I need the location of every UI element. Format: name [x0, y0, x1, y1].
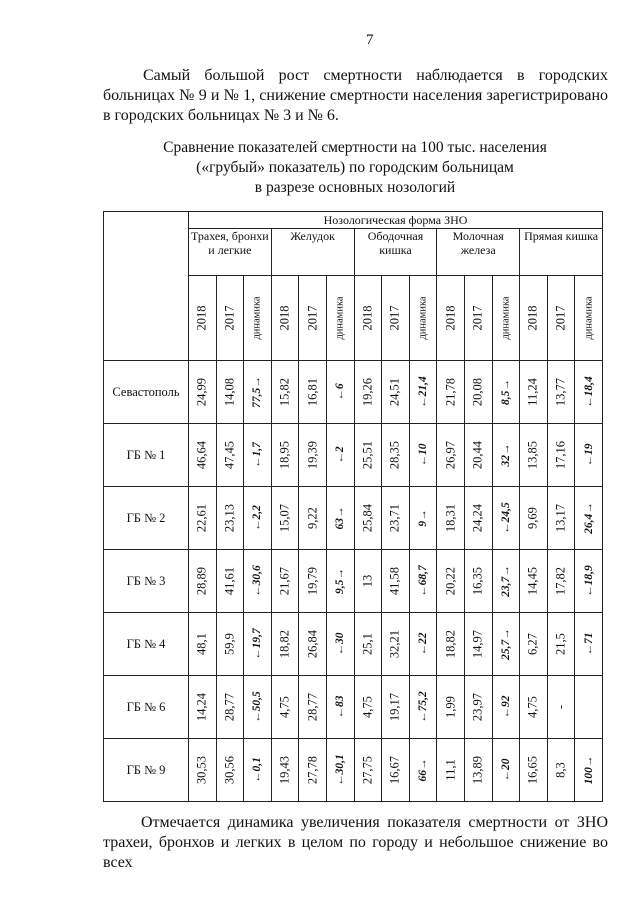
dynamics-header	[244, 276, 272, 361]
cell-value: 11,24	[525, 378, 540, 406]
year-header	[437, 276, 465, 361]
dynamics-header	[326, 276, 354, 361]
cell-value: 16,65	[525, 755, 540, 785]
dynamics-cell	[409, 361, 437, 424]
value-cell	[189, 550, 217, 613]
cell-value: 16,81	[305, 377, 320, 407]
cell-value: ←30	[334, 632, 347, 656]
cell-value: 19,79	[305, 566, 320, 596]
table-row	[104, 424, 603, 487]
dynamics-cell	[326, 739, 354, 802]
dynamics-cell	[326, 424, 354, 487]
cell-value: 9,22	[305, 507, 320, 529]
subheader-label: 2018	[443, 305, 458, 331]
cell-value: ←0,1	[251, 757, 264, 783]
cell-value: 16,35	[470, 566, 485, 596]
dynamics-cell	[409, 550, 437, 613]
value-cell	[189, 739, 217, 802]
cell-value: ←30,1	[334, 754, 347, 786]
value-cell	[382, 550, 410, 613]
cell-value: 30,56	[222, 755, 237, 785]
cell-value: 23,7→	[499, 565, 512, 597]
cell-value: 18,31	[443, 503, 458, 533]
cell-value: 11,1	[443, 759, 458, 781]
cell-value: 47,45	[222, 440, 237, 470]
cell-value: 9,5→	[334, 568, 347, 594]
value-cell	[520, 424, 548, 487]
cell-value: ←18,9	[582, 565, 595, 597]
value-cell	[547, 487, 575, 550]
table-row	[104, 361, 603, 424]
cell-value: 22,61	[194, 503, 209, 533]
cell-value: 15,82	[277, 377, 292, 407]
cell-value: 41,61	[222, 566, 237, 596]
cell-value: ←71	[582, 632, 595, 656]
value-cell	[271, 361, 299, 424]
cell-value: 25,7→	[499, 628, 512, 660]
row-label: Севастополь	[104, 361, 189, 424]
cell-value: 48,1	[194, 633, 209, 655]
cell-value: ←2,2	[251, 505, 264, 531]
cell-value: 46,64	[194, 440, 209, 470]
cell-value: ←83	[334, 695, 347, 719]
table-title-line: («грубый» показатель) по городским больницам	[196, 159, 514, 176]
cell-value: 26,97	[443, 440, 458, 470]
value-cell	[382, 424, 410, 487]
dynamics-cell	[575, 361, 603, 424]
outro-text: Отмечается динамика увеличения показателя смертности от ЗНО трахеи, бронхов и легких в целом по городу и небольшое снижение во всех	[103, 814, 608, 871]
cell-value: 20,08	[470, 377, 485, 407]
group-header: Прямая кишка	[520, 229, 603, 276]
dynamics-cell	[244, 739, 272, 802]
cell-value: 24,99	[194, 377, 209, 407]
value-cell	[437, 739, 465, 802]
value-cell	[189, 424, 217, 487]
dynamics-cell	[409, 739, 437, 802]
cell-value: 100→	[582, 755, 595, 785]
value-cell	[464, 361, 492, 424]
cell-value: 14,97	[470, 629, 485, 659]
value-cell	[437, 487, 465, 550]
dynamics-cell	[575, 676, 603, 739]
year-header	[271, 276, 299, 361]
subheader-label: 2017	[470, 305, 485, 331]
value-cell	[437, 361, 465, 424]
table-title-line: Сравнение показателей смертности на 100 тыс. населения	[163, 139, 547, 156]
value-cell	[464, 613, 492, 676]
subheader-label: динамика	[334, 296, 346, 340]
value-cell	[216, 613, 244, 676]
cell-value: 21,5	[553, 633, 568, 655]
page-number: 7	[366, 32, 374, 48]
table-title	[100, 138, 610, 198]
year-header	[354, 276, 382, 361]
dynamics-cell	[326, 676, 354, 739]
cell-value: 4,75	[360, 696, 375, 718]
cell-value: 13,77	[553, 377, 568, 407]
cell-value: 14,08	[222, 377, 237, 407]
cell-value: 24,51	[387, 377, 402, 407]
cell-value: ←21,4	[417, 376, 430, 408]
value-cell	[189, 613, 217, 676]
value-cell	[520, 739, 548, 802]
cell-value: 77,5→	[251, 376, 264, 408]
cell-value: 27,75	[360, 755, 375, 785]
value-cell	[354, 361, 382, 424]
year-header	[382, 276, 410, 361]
value-cell	[271, 613, 299, 676]
dynamics-cell	[326, 361, 354, 424]
value-cell	[464, 424, 492, 487]
value-cell	[437, 613, 465, 676]
dynamics-cell	[575, 424, 603, 487]
group-header: Желудок	[271, 229, 354, 276]
value-cell	[354, 739, 382, 802]
value-cell	[547, 739, 575, 802]
cell-value: 13,89	[470, 755, 485, 785]
subheader-label: 2018	[277, 305, 292, 331]
year-header	[520, 276, 548, 361]
cell-value: 14,24	[194, 692, 209, 722]
cell-value: 19,39	[305, 440, 320, 470]
row-header-corner	[104, 212, 189, 361]
cell-value: 21,78	[443, 377, 458, 407]
value-cell	[271, 424, 299, 487]
value-cell	[271, 676, 299, 739]
value-cell	[547, 613, 575, 676]
value-cell	[437, 550, 465, 613]
row-label: ГБ № 4	[104, 613, 189, 676]
cell-value: 32→	[499, 443, 512, 467]
value-cell	[520, 487, 548, 550]
subheader-label: динамика	[583, 296, 595, 340]
table-row	[104, 676, 603, 739]
value-cell	[382, 613, 410, 676]
dynamics-cell	[409, 487, 437, 550]
value-cell	[271, 487, 299, 550]
value-cell	[520, 613, 548, 676]
cell-value: ←20	[499, 758, 512, 782]
dynamics-cell	[244, 550, 272, 613]
subheader-label: 2017	[553, 305, 568, 331]
cell-value: ←75,2	[417, 691, 430, 723]
value-cell	[271, 550, 299, 613]
value-cell	[547, 676, 575, 739]
cell-value: 4,75	[277, 696, 292, 718]
cell-value: 19,26	[360, 377, 375, 407]
dynamics-header	[492, 276, 520, 361]
dynamics-cell	[326, 613, 354, 676]
cell-value: 26,4→	[582, 502, 595, 534]
cell-value: ←68,7	[417, 565, 430, 597]
cell-value: ←50,5	[251, 691, 264, 723]
subheader-label: динамика	[417, 296, 429, 340]
value-cell	[520, 676, 548, 739]
value-cell	[189, 676, 217, 739]
table-row	[104, 739, 603, 802]
cell-value: 28,35	[387, 440, 402, 470]
cell-value: ←22	[417, 632, 430, 656]
subheader-label: 2018	[194, 305, 209, 331]
cell-value: 8,3	[553, 762, 568, 778]
value-cell	[354, 487, 382, 550]
cell-value: ←1,7	[251, 442, 264, 468]
cell-value: 19,17	[387, 692, 402, 722]
cell-value: 15,07	[277, 503, 292, 533]
value-cell	[382, 487, 410, 550]
cell-value: 19,43	[277, 755, 292, 785]
dynamics-cell	[575, 739, 603, 802]
intro-paragraph	[103, 66, 608, 126]
row-label: ГБ № 6	[104, 676, 189, 739]
value-cell	[216, 739, 244, 802]
subheader-label: 2018	[525, 305, 540, 331]
cell-value: 9,69	[525, 507, 540, 529]
table-title-line: в разрезе основных нозологий	[254, 179, 456, 196]
dynamics-cell	[326, 487, 354, 550]
value-cell	[216, 487, 244, 550]
cell-value: 41,58	[387, 566, 402, 596]
value-cell	[299, 487, 327, 550]
dynamics-cell	[244, 487, 272, 550]
value-cell	[271, 739, 299, 802]
year-header	[216, 276, 244, 361]
cell-value: 28,89	[194, 566, 209, 596]
cell-value: 32,21	[387, 629, 402, 659]
dynamics-cell	[492, 550, 520, 613]
cell-value: 25,51	[360, 440, 375, 470]
cell-value: 13,17	[553, 503, 568, 533]
cell-value: 21,67	[277, 566, 292, 596]
subheader-label: динамика	[251, 296, 263, 340]
cell-value: ←2	[334, 446, 347, 464]
value-cell	[299, 739, 327, 802]
year-header	[189, 276, 217, 361]
value-cell	[547, 361, 575, 424]
subheader-label: 2018	[360, 305, 375, 331]
dynamics-cell	[575, 613, 603, 676]
year-header	[464, 276, 492, 361]
cell-value: 13,85	[525, 440, 540, 470]
value-cell	[382, 361, 410, 424]
value-cell	[354, 613, 382, 676]
cell-value: 18,95	[277, 440, 292, 470]
cell-value: 20,22	[443, 566, 458, 596]
row-label: ГБ № 2	[104, 487, 189, 550]
year-header	[547, 276, 575, 361]
value-cell	[299, 676, 327, 739]
value-cell	[354, 550, 382, 613]
cell-value: 25,1	[360, 633, 375, 655]
value-cell	[382, 676, 410, 739]
value-cell	[354, 676, 382, 739]
year-header	[299, 276, 327, 361]
cell-value: ←19,7	[251, 628, 264, 660]
row-label: ГБ № 1	[104, 424, 189, 487]
cell-value: 18,82	[443, 629, 458, 659]
dynamics-header	[409, 276, 437, 361]
dynamics-cell	[492, 676, 520, 739]
value-cell	[464, 739, 492, 802]
cell-value: 30,53	[194, 755, 209, 785]
dynamics-cell	[244, 361, 272, 424]
dynamics-cell	[244, 613, 272, 676]
value-cell	[354, 424, 382, 487]
cell-value: 59,9	[222, 633, 237, 655]
value-cell	[547, 550, 575, 613]
dynamics-cell	[492, 424, 520, 487]
cell-value: 28,77	[305, 692, 320, 722]
cell-value: 24,24	[470, 503, 485, 533]
value-cell	[216, 361, 244, 424]
cell-value: 18,82	[277, 629, 292, 659]
table-row	[104, 613, 603, 676]
cell-value: 16,67	[387, 755, 402, 785]
dynamics-cell	[492, 487, 520, 550]
cell-value: 26,84	[305, 629, 320, 659]
cell-value: 66→	[417, 758, 430, 782]
dynamics-cell	[409, 676, 437, 739]
cell-value: 23,97	[470, 692, 485, 722]
cell-value: 6,27	[525, 633, 540, 655]
dynamics-cell	[244, 676, 272, 739]
value-cell	[189, 487, 217, 550]
dynamics-header	[575, 276, 603, 361]
table-row	[104, 487, 603, 550]
value-cell	[464, 550, 492, 613]
dynamics-cell	[409, 424, 437, 487]
cell-value: 1,99	[443, 696, 458, 718]
table-row	[104, 550, 603, 613]
group-header: Молочная железа	[437, 229, 520, 276]
cell-value: -	[553, 704, 568, 710]
value-cell	[520, 550, 548, 613]
value-cell	[382, 739, 410, 802]
cell-value: ←92	[499, 695, 512, 719]
intro-text: Самый большой рост смертности наблюдается в городских больницах № 9 и № 1, снижение смертности населения зарегистрировано в городских больницах № 3 и № 6.	[103, 67, 608, 124]
dynamics-cell	[409, 613, 437, 676]
cell-value: 14,45	[525, 566, 540, 596]
group-header: Трахея, бронхи и легкие	[189, 229, 272, 276]
value-cell	[299, 613, 327, 676]
value-cell	[464, 487, 492, 550]
value-cell	[189, 361, 217, 424]
value-cell	[299, 550, 327, 613]
group-header: Ободочная кишка	[354, 229, 437, 276]
cell-value: 23,13	[222, 503, 237, 533]
subheader-label: 2017	[222, 305, 237, 331]
value-cell	[216, 550, 244, 613]
cell-value: 13	[360, 574, 375, 588]
dynamics-cell	[326, 550, 354, 613]
dynamics-cell	[492, 361, 520, 424]
cell-value: 9→	[417, 509, 430, 527]
cell-value: 28,77	[222, 692, 237, 722]
cell-value: 17,82	[553, 566, 568, 596]
cell-value: ←18,4	[582, 376, 595, 408]
value-cell	[216, 676, 244, 739]
cell-value: 8,5→	[499, 379, 512, 405]
value-cell	[216, 424, 244, 487]
row-label: ГБ № 9	[104, 739, 189, 802]
subheader-label: динамика	[500, 296, 512, 340]
dynamics-cell	[492, 613, 520, 676]
cell-value: ←6	[334, 383, 347, 401]
cell-value: ←19	[582, 443, 595, 467]
value-cell	[520, 361, 548, 424]
cell-value: 4,75	[525, 696, 540, 718]
value-cell	[437, 676, 465, 739]
value-cell	[437, 424, 465, 487]
cell-value: ←24,5	[499, 502, 512, 534]
dynamics-cell	[575, 550, 603, 613]
value-cell	[299, 361, 327, 424]
cell-value: 27,78	[305, 755, 320, 785]
cell-value: 20,44	[470, 440, 485, 470]
value-cell	[464, 676, 492, 739]
cell-value: ←30,6	[251, 565, 264, 597]
dynamics-cell	[492, 739, 520, 802]
mortality-table	[103, 211, 603, 802]
dynamics-cell	[575, 487, 603, 550]
cell-value: 17,16	[553, 440, 568, 470]
subheader-label: 2017	[305, 305, 320, 331]
subheader-label: 2017	[387, 305, 402, 331]
cell-value: 23,71	[387, 503, 402, 533]
dynamics-cell	[244, 424, 272, 487]
nosology-header: Нозологическая форма ЗНО	[189, 212, 603, 229]
cell-value: 63→	[334, 506, 347, 530]
cell-value: 25,84	[360, 503, 375, 533]
value-cell	[299, 424, 327, 487]
row-label: ГБ № 3	[104, 550, 189, 613]
cell-value: ←10	[417, 443, 430, 467]
outro-paragraph	[103, 813, 608, 873]
value-cell	[547, 424, 575, 487]
